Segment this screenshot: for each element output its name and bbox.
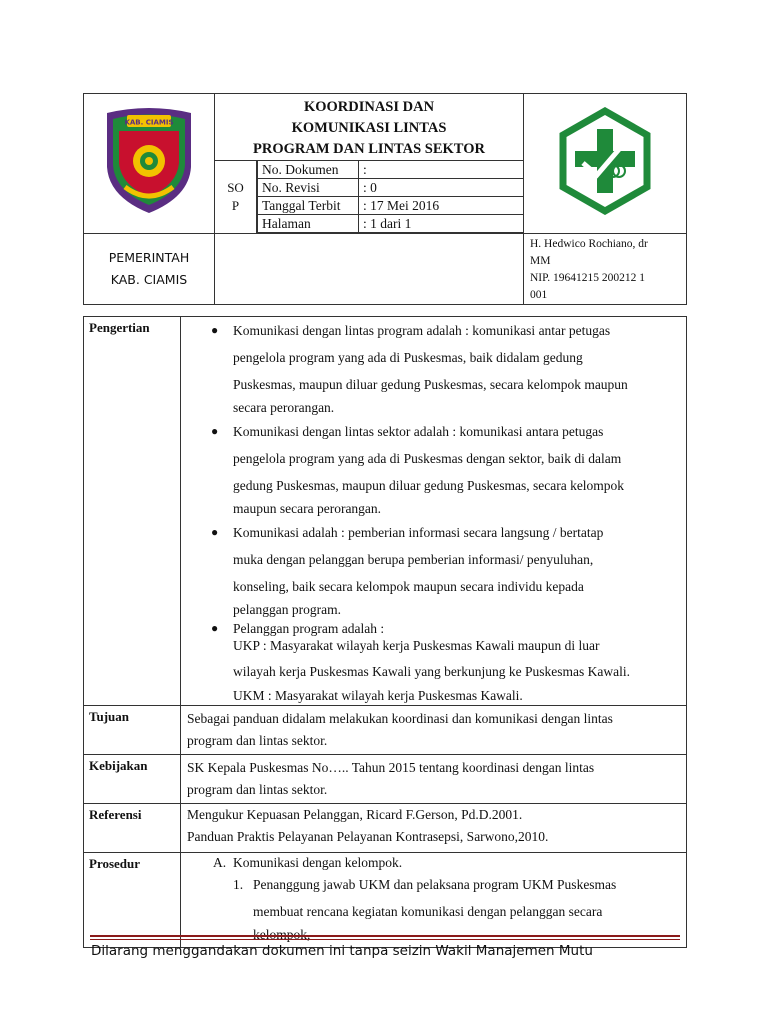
sop-meta [215,160,523,233]
svg-text:KAB. CIAMIS: KAB. CIAMIS [124,118,174,127]
body-pengertian [181,317,687,706]
prosedur-item-a: A. Komunikasi dengan kelompok. [213,855,403,870]
signer-title: MM [530,255,551,267]
list-item: ● Komunikasi dengan lintas program adalah : komunikasi antar petugas pengelola program yang ada di Puskesmas, baik didalam gedung Puskesmas, maupun diluar gedung Puskesmas, secara kelompok maupun secara perorangan. [211,323,628,415]
meta-key-halaman: Halaman [258,215,359,233]
row-referensi [84,804,687,853]
footer-notice: Dilarang menggandakan dokumen ini tanpa seizin Wakil Manajemen Mutu [91,943,593,959]
ukp-line-2: wilayah kerja Puskesmas Kawali yang berkunjung ke Puskesmas Kawali. [233,664,631,679]
meta-key-no-revisi: No. Revisi [258,179,359,197]
ukp-line-1: UKP : Masyarakat wilayah kerja Puskesmas Kawali maupun di luar [233,638,600,653]
sop-content-table [83,316,687,948]
blank-cell [215,234,524,305]
pemerintah-cell [84,234,215,305]
title-cell [215,94,524,234]
row-kebijakan [84,755,687,804]
row-tujuan [84,706,687,755]
meta-key-no-dokumen: No. Dokumen [258,161,359,179]
footer-rule-thin [90,939,680,940]
body-referensi: Mengukur Kepuasan Pelanggan, Ricard F.Gerson, Pd.D.2001. Panduan Praktis Pelayanan Pelayanan Kontrasepsi, Sarwono,2010. [181,804,687,853]
logo-puskesmas-cell [524,94,687,234]
label-prosedur: Prosedur [84,853,181,948]
meta-key-tanggal-terbit: Tanggal Terbit [258,197,359,215]
meta-value-no-revisi: : 0 [359,179,524,197]
pemerintah-line-2: KAB. CIAMIS [110,272,188,287]
list-item: ● Komunikasi adalah : pemberian informasi secara langsung / bertatap muka dengan pelanggan berupa pemberian informasi/ penyuluhan, konseling, baik secara kelompok maupun secara individu kepada pelanggan program. [211,525,604,617]
title-line-3: PROGRAM DAN LINTAS SEKTOR [253,141,485,157]
row-pengertian [84,317,687,706]
signer-nip: NIP. 19641215 200212 1 [530,272,646,284]
label-referensi: Referensi [84,804,181,853]
meta-value-no-dokumen: : [359,161,524,179]
logo-ciamis-cell [84,94,215,234]
document-title [215,94,523,160]
pengertian-bullets [187,317,678,637]
meta-value-halaman: : 1 dari 1 [359,215,524,233]
signer-cell [524,234,687,305]
footer-rule [90,935,680,937]
body-tujuan: Sebagai panduan didalam melakukan koordinasi dan komunikasi dengan lintas program dan lintas sektor. [181,706,687,755]
pelanggan-definitions [187,637,678,705]
label-pengertian: Pengertian [84,317,181,706]
document-header [83,93,687,305]
list-item: ● Pelanggan program adalah : [211,621,385,636]
meta-value-tanggal-terbit: : 17 Mei 2016 [359,197,524,215]
signer-nip-cont: 001 [530,289,548,301]
prosedur-step-1: 1. Penanggung jawab UKM dan pelaksana program UKM Puskesmas membuat rencana kegiatan komunikasi dengan pelanggan secara [233,877,617,919]
label-tujuan: Tujuan [84,706,181,755]
body-prosedur [181,853,687,948]
metadata-table [257,161,523,233]
row-prosedur [84,853,687,948]
body-kebijakan: SK Kepala Puskesmas No….. Tahun 2015 tentang koordinasi dengan lintas program dan lintas sektor. [181,755,687,804]
pemerintah-line-1: PEMERINTAH [108,250,190,265]
label-kebijakan: Kebijakan [84,755,181,804]
list-item: ● Komunikasi dengan lintas sektor adalah : komunikasi antara petugas pengelola program yang ada di Puskesmas dengan sektor, baik di dalam gedung Puskesmas, maupun diluar gedung Puskesmas, secara kelompok maupun secara perorangan. [211,424,625,516]
puskesmas-logo-icon [557,107,653,215]
ukm-line: UKM : Masyarakat wilayah kerja Puskesmas Kawali. [233,688,523,703]
sop-label: SO P [215,161,257,233]
title-line-1: KOORDINASI DAN [303,99,435,115]
signer-name: H. Hedwico Rochiano, dr [530,238,648,250]
kab-ciamis-logo-icon [99,105,199,217]
title-line-2: KOMUNIKASI LINTAS [291,120,447,136]
